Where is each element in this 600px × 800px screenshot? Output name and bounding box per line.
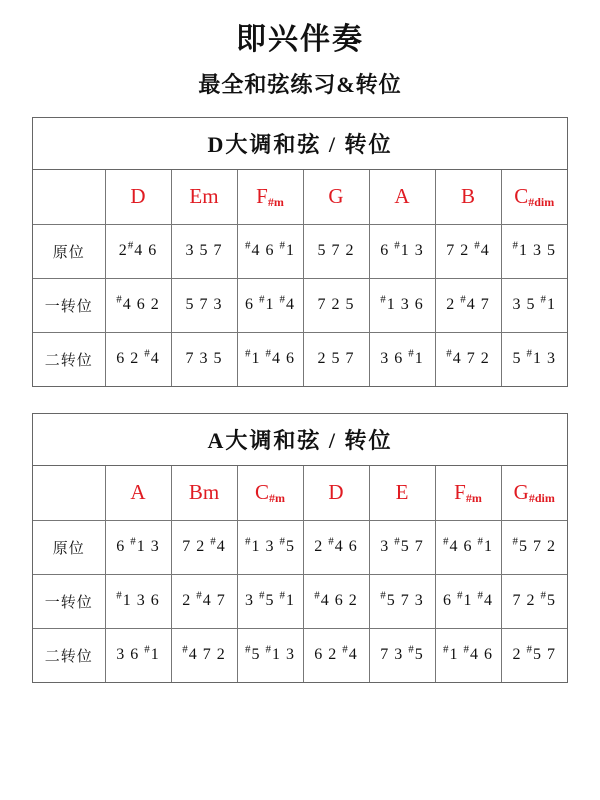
chord-quality: #m bbox=[465, 491, 482, 506]
table-corner bbox=[33, 466, 105, 520]
chord-root: D bbox=[328, 480, 344, 505]
section-a-major bbox=[32, 413, 568, 683]
chord-root: A bbox=[394, 184, 410, 209]
chord-cell: #4 6 #1 bbox=[237, 224, 303, 278]
chord-column-header bbox=[105, 466, 171, 520]
chord-root: G bbox=[328, 184, 344, 209]
row-label: 二转位 bbox=[33, 332, 105, 386]
chord-cell: #1 3 6 bbox=[369, 278, 435, 332]
chord-cell: 6 #1 3 bbox=[369, 224, 435, 278]
chord-cell: 7 2 #4 bbox=[435, 224, 501, 278]
chord-column-header bbox=[171, 466, 237, 520]
page-subtitle: 最全和弦练习&转位 bbox=[198, 72, 402, 97]
chord-table-a-major bbox=[33, 466, 567, 682]
table-row bbox=[33, 628, 567, 682]
chord-table-d-major bbox=[33, 170, 567, 386]
chord-cell: 7 3 5 bbox=[171, 332, 237, 386]
table-header-row bbox=[33, 466, 567, 520]
table-row bbox=[33, 332, 567, 386]
chord-root: C bbox=[514, 184, 529, 209]
chord-cell: #4 6 2 bbox=[303, 574, 369, 628]
chord-cell: 2 #5 7 bbox=[501, 628, 567, 682]
chord-root: F bbox=[454, 480, 466, 505]
chord-cell: 7 2 #4 bbox=[171, 520, 237, 574]
chord-cell: #4 6 #1 bbox=[435, 520, 501, 574]
table-header-row bbox=[33, 170, 567, 224]
chord-cell: #1 3 #5 bbox=[237, 520, 303, 574]
chord-cell: #1 #4 6 bbox=[435, 628, 501, 682]
chord-cell: #5 7 3 bbox=[369, 574, 435, 628]
chord-root: Bm bbox=[188, 480, 220, 505]
table-corner bbox=[33, 170, 105, 224]
chord-cell: 2 5 7 bbox=[303, 332, 369, 386]
chord-cell: 6 #1 3 bbox=[105, 520, 171, 574]
chord-quality: #dim bbox=[528, 195, 555, 210]
chord-cell: #1 #4 6 bbox=[237, 332, 303, 386]
chord-cell: 5 7 3 bbox=[171, 278, 237, 332]
chord-quality: #dim bbox=[528, 491, 555, 506]
chord-cell: #5 #1 3 bbox=[237, 628, 303, 682]
chord-cell: #5 7 2 bbox=[501, 520, 567, 574]
section-d-major bbox=[32, 117, 568, 387]
chord-cell: #4 7 2 bbox=[171, 628, 237, 682]
chord-cell: 3 #5 7 bbox=[369, 520, 435, 574]
chord-column-header bbox=[237, 170, 303, 224]
chord-cell: 6 #1 #4 bbox=[435, 574, 501, 628]
chord-cell: 5 #1 3 bbox=[501, 332, 567, 386]
page-title: 即兴伴奏 bbox=[236, 23, 364, 56]
chord-column-header bbox=[501, 170, 567, 224]
chord-root: F bbox=[256, 184, 268, 209]
chord-root: A bbox=[130, 480, 146, 505]
chord-cell: 3 6 #1 bbox=[369, 332, 435, 386]
section-heading: D大调和弦 / 转位 bbox=[33, 118, 567, 170]
chord-cell: 2#4 6 bbox=[105, 224, 171, 278]
chord-column-header bbox=[435, 466, 501, 520]
section-heading: A大调和弦 / 转位 bbox=[33, 414, 567, 466]
chord-cell: #4 7 2 bbox=[435, 332, 501, 386]
table-row bbox=[33, 520, 567, 574]
chord-cell: 2 #4 6 bbox=[303, 520, 369, 574]
table-row bbox=[33, 224, 567, 278]
chord-column-header bbox=[435, 170, 501, 224]
row-label: 原位 bbox=[33, 520, 105, 574]
chord-root: C bbox=[254, 480, 269, 505]
chord-root: D bbox=[130, 184, 146, 209]
chord-root: B bbox=[460, 184, 475, 209]
row-label: 一转位 bbox=[33, 278, 105, 332]
chord-cell: 3 5 #1 bbox=[501, 278, 567, 332]
chord-cell: #1 3 5 bbox=[501, 224, 567, 278]
chord-column-header bbox=[369, 466, 435, 520]
chord-cell: 5 7 2 bbox=[303, 224, 369, 278]
chord-root: Em bbox=[189, 184, 219, 209]
chord-column-header bbox=[171, 170, 237, 224]
row-label: 二转位 bbox=[33, 628, 105, 682]
chord-cell: 6 #1 #4 bbox=[237, 278, 303, 332]
chord-cell: 2 #4 7 bbox=[171, 574, 237, 628]
chord-cell: 6 2 #4 bbox=[303, 628, 369, 682]
chord-cell: 3 6 #1 bbox=[105, 628, 171, 682]
chord-cell: #4 6 2 bbox=[105, 278, 171, 332]
chord-column-header bbox=[369, 170, 435, 224]
chord-cell: 3 #5 #1 bbox=[237, 574, 303, 628]
row-label: 原位 bbox=[33, 224, 105, 278]
chord-root: E bbox=[395, 480, 409, 505]
chord-column-header bbox=[501, 466, 567, 520]
chord-quality: #m bbox=[267, 195, 284, 210]
chord-root: G bbox=[513, 480, 529, 505]
table-row bbox=[33, 574, 567, 628]
chord-column-header bbox=[303, 170, 369, 224]
chord-cell: 7 2 #5 bbox=[501, 574, 567, 628]
chord-column-header bbox=[237, 466, 303, 520]
chord-cell: 2 #4 7 bbox=[435, 278, 501, 332]
chord-cell: 7 3 #5 bbox=[369, 628, 435, 682]
table-row bbox=[33, 278, 567, 332]
chord-cell: 3 5 7 bbox=[171, 224, 237, 278]
chord-column-header bbox=[303, 466, 369, 520]
chord-cell: 6 2 #4 bbox=[105, 332, 171, 386]
chord-cell: 7 2 5 bbox=[303, 278, 369, 332]
row-label: 一转位 bbox=[33, 574, 105, 628]
chord-quality: #m bbox=[269, 491, 285, 506]
chord-cell: #1 3 6 bbox=[105, 574, 171, 628]
chord-column-header bbox=[105, 170, 171, 224]
